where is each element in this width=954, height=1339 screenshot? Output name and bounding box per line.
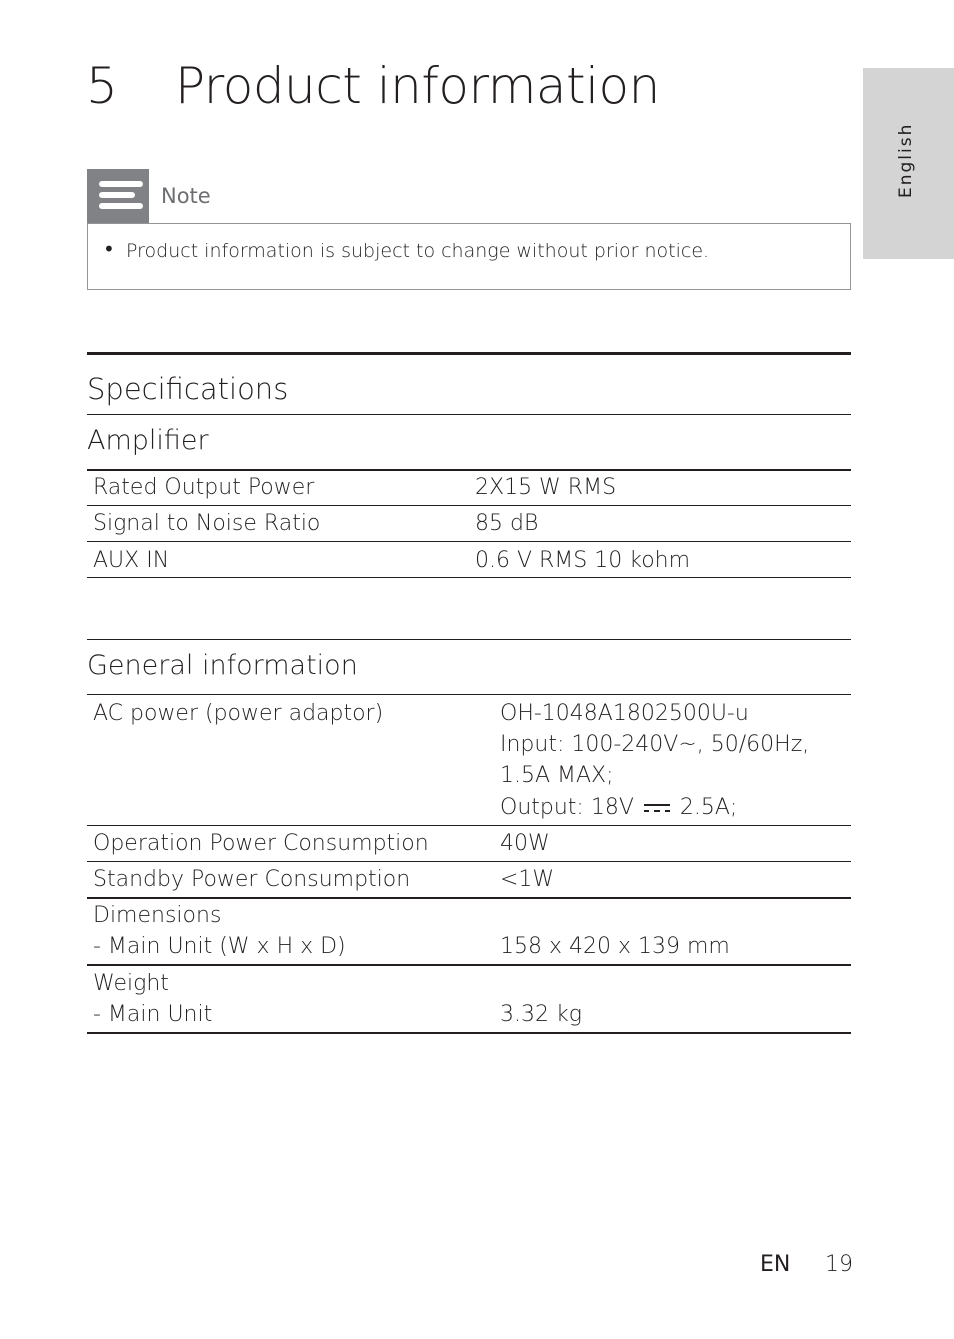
note-title: Note bbox=[161, 184, 211, 208]
row-divider bbox=[87, 861, 851, 862]
row-divider bbox=[87, 577, 851, 578]
section-rule bbox=[87, 352, 851, 355]
row-divider bbox=[87, 541, 851, 542]
table-rule bbox=[87, 694, 851, 695]
table-cell-value: 2X15 W RMS bbox=[475, 475, 617, 500]
table-cell-label: Standby Power Consumption bbox=[93, 867, 411, 892]
table-cell-label: Weight bbox=[93, 971, 169, 996]
divider bbox=[87, 414, 851, 415]
table-cell-label: Operation Power Consumption bbox=[93, 831, 429, 856]
table-cell-value: 1.5A MAX; bbox=[500, 763, 614, 788]
note-text: Product information is subject to change without prior notice. bbox=[126, 240, 710, 262]
note-icon bbox=[87, 169, 149, 224]
table-cell-value: 3.32 kg bbox=[500, 1002, 582, 1027]
specifications-heading: Specifications bbox=[87, 372, 289, 406]
table-cell-label: AC power (power adaptor) bbox=[93, 701, 384, 726]
row-divider bbox=[87, 1032, 851, 1034]
page-number: 19 bbox=[825, 1252, 853, 1277]
amplifier-heading: Amplifier bbox=[87, 425, 209, 456]
general-information-heading: General information bbox=[87, 650, 358, 681]
output-prefix: Output: 18V bbox=[500, 795, 634, 820]
table-cell-value: OH-1048A1802500U-u bbox=[500, 701, 749, 726]
row-divider bbox=[87, 897, 851, 899]
chapter-number: 5 bbox=[86, 57, 118, 115]
row-divider bbox=[87, 505, 851, 506]
language-tab-label: English bbox=[896, 122, 916, 198]
table-cell-label: - Main Unit bbox=[93, 1002, 213, 1027]
divider bbox=[87, 639, 851, 640]
table-cell-label: - Main Unit (W x H x D) bbox=[93, 934, 346, 959]
table-cell-value: 0.6 V RMS 10 kohm bbox=[475, 548, 691, 573]
note-bullet: • bbox=[103, 237, 115, 261]
row-divider bbox=[87, 964, 851, 966]
table-cell-value: 85 dB bbox=[475, 511, 539, 536]
table-cell-label: Rated Output Power bbox=[93, 475, 315, 500]
table-cell-value: Input: 100-240V~, 50/60Hz, bbox=[500, 732, 810, 757]
table-cell-value: 158 x 420 x 139 mm bbox=[500, 934, 730, 959]
language-tab bbox=[863, 68, 954, 259]
table-cell-value: <1W bbox=[500, 867, 555, 892]
table-cell-label: Dimensions bbox=[93, 903, 222, 928]
table-cell-value bbox=[500, 792, 737, 823]
footer-language: EN bbox=[760, 1252, 791, 1277]
row-divider bbox=[87, 825, 851, 826]
table-rule bbox=[87, 469, 851, 471]
table-cell-value: 40W bbox=[500, 831, 550, 856]
dc-symbol-icon bbox=[643, 801, 671, 815]
table-cell-label: Signal to Noise Ratio bbox=[93, 511, 321, 536]
page-title: Product information bbox=[175, 57, 660, 115]
table-cell-label: AUX IN bbox=[93, 548, 170, 573]
output-suffix: 2.5A; bbox=[679, 795, 738, 820]
